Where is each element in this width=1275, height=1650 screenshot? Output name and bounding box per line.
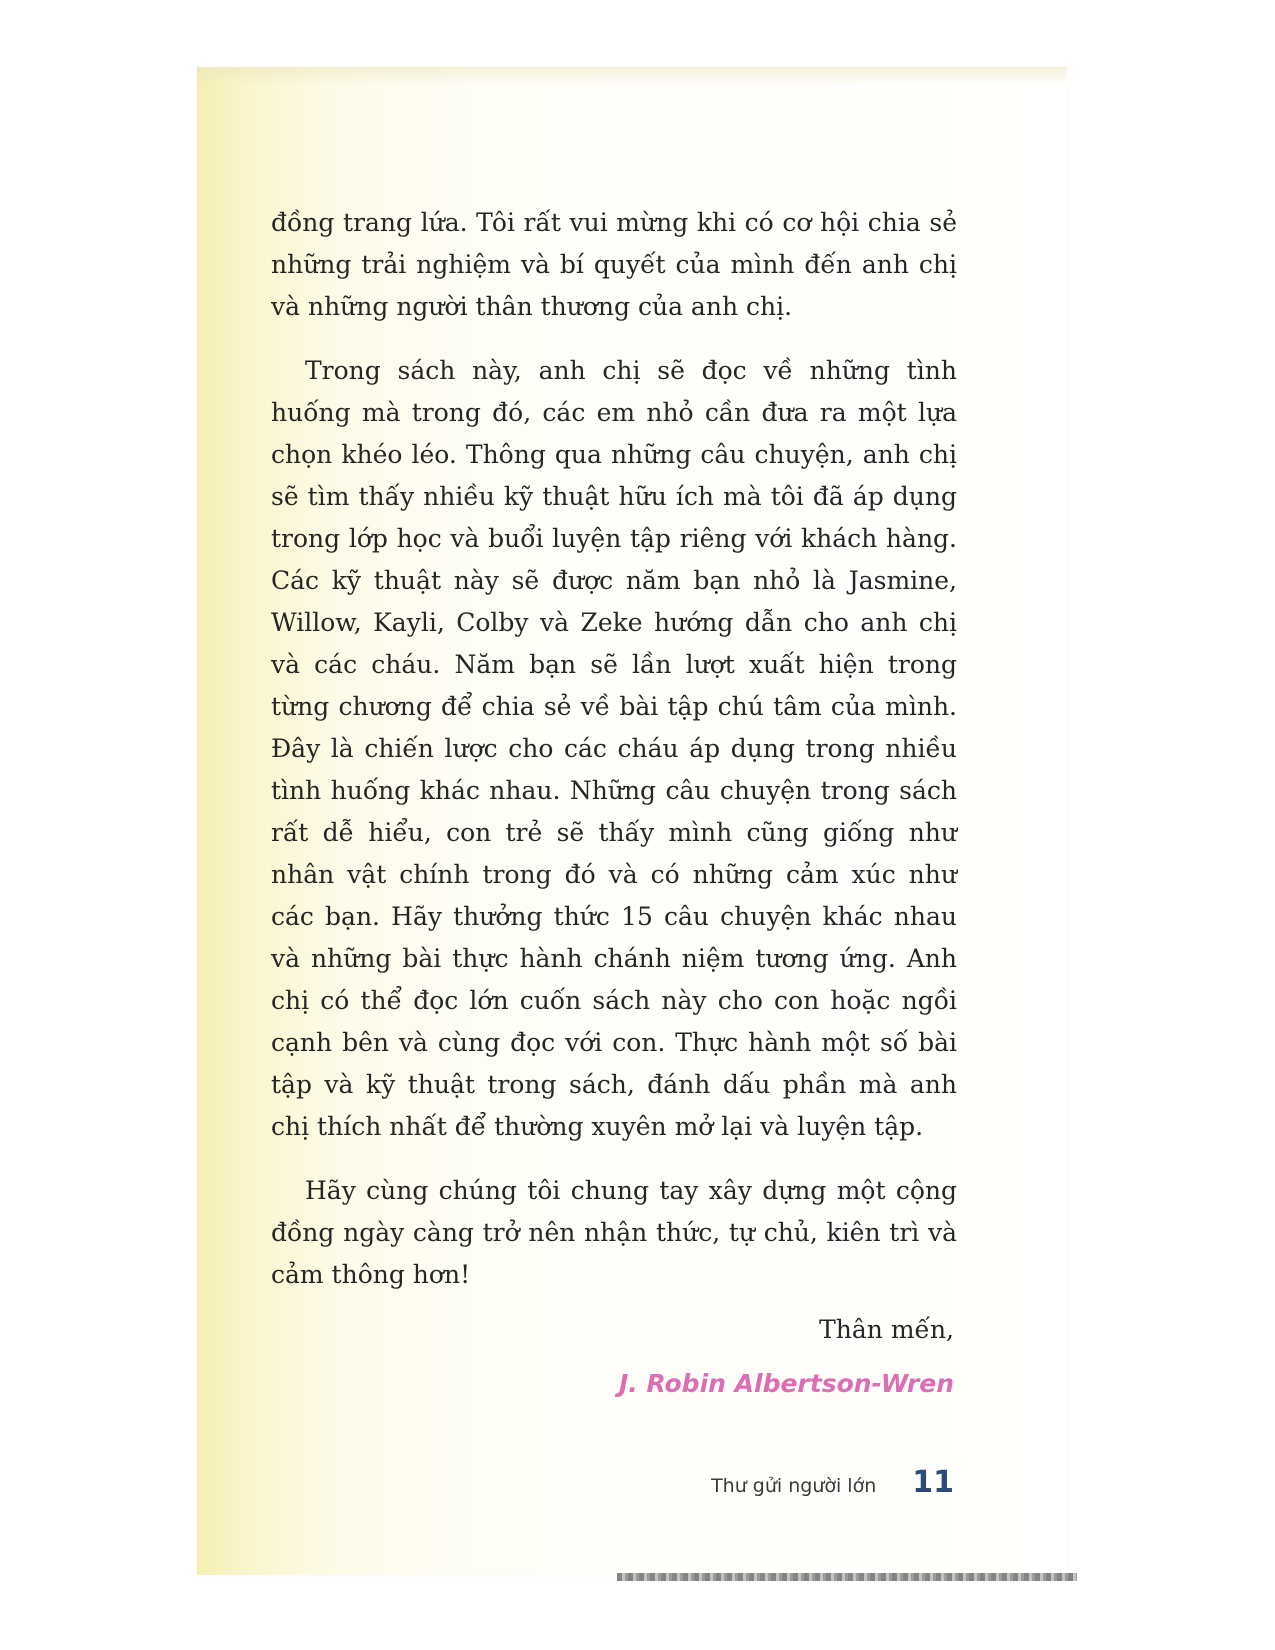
running-footer-title: Thư gửi người lớn: [711, 1475, 877, 1497]
letter-body: [271, 202, 957, 1318]
page-top-shadow: [197, 67, 1067, 85]
author-signature: J. Robin Albertson-Wren: [619, 1369, 954, 1398]
page-number: 11: [912, 1465, 954, 1500]
page-stack-edge: [617, 1573, 1077, 1581]
paragraph-1: đồng trang lứa. Tôi rất vui mừng khi có cơ hội chia sẻ những trải nghiệm và bí quyết của mình đến anh chị và những người thân thương của anh chị.: [271, 208, 957, 321]
paragraph-2: Trong sách này, anh chị sẽ đọc về những tình huống mà trong đó, các em nhỏ cần đưa ra một lựa chọn khéo léo. Thông qua những câu chuyện, anh chị sẽ tìm thấy nhiều kỹ thuật hữu ích mà tôi đã áp dụng trong lớp học và buổi luyện tập riêng với khách hàng. Các kỹ thuật này sẽ được năm bạn nhỏ là Jasmine, Willow, Kayli, Colby và Zeke hướng dẫn cho anh chị và các cháu. Năm bạn sẽ lần lượt xuất hiện trong từng chương để chia sẻ về bài tập chú tâm của mình. Đây là chiến lược cho các cháu áp dụng trong nhiều tình huống khác nhau. Những câu chuyện trong sách rất dễ hiểu, con trẻ sẽ thấy mình cũng giống như nhân vật chính trong đó và có những cảm xúc như các bạn. Hãy thưởng thức 15 câu chuyện khác nhau và những bài thực hành chánh niệm tương ứng. Anh chị có thể đọc lớn cuốn sách này cho con hoặc ngồi cạnh bên và cùng đọc với con. Thực hành một số bài tập và kỹ thuật trong sách, đánh dấu phần mà anh chị thích nhất để thường xuyên mở lại và luyện tập.: [271, 356, 957, 1141]
page-footer: [711, 1465, 954, 1500]
closing-salutation: Thân mến,: [819, 1315, 954, 1344]
paragraph-3: Hãy cùng chúng tôi chung tay xây dựng một cộng đồng ngày càng trở nên nhận thức, tự chủ, kiên trì và cảm thông hơn!: [271, 1176, 957, 1289]
book-page: [197, 67, 1067, 1575]
